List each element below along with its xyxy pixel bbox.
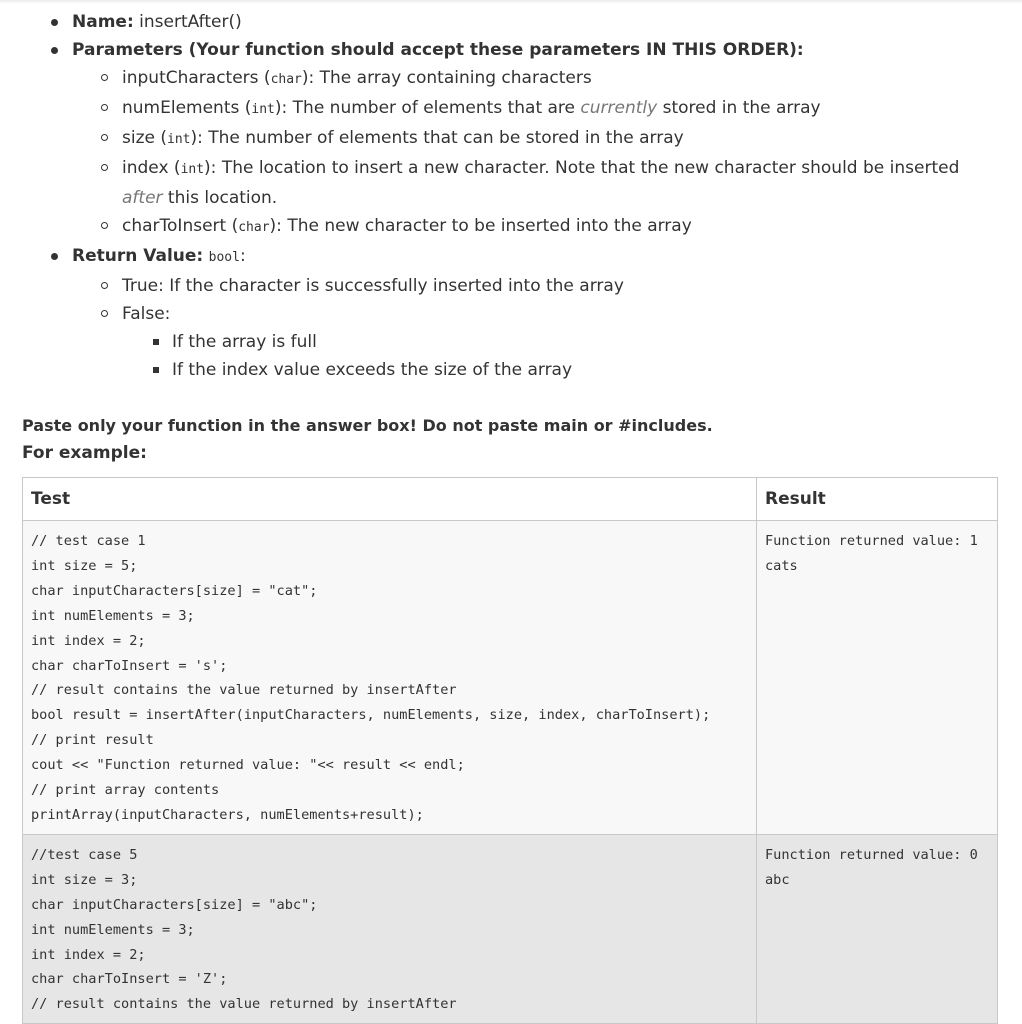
param-type: int	[167, 132, 191, 147]
code-line: int index = 2;	[31, 946, 146, 963]
spec-name	[0, 8, 1022, 36]
param-name: charToInsert	[122, 216, 227, 236]
param-type: int	[180, 162, 205, 177]
bullet-circle-icon	[101, 134, 108, 141]
code-line: // test case 1	[31, 533, 146, 549]
param-item: inputCharacters (char): The array containing characters	[0, 64, 1022, 94]
param-name: size	[122, 128, 155, 148]
bullet-circle-icon	[101, 222, 108, 229]
result-line: abc	[765, 871, 790, 888]
return-false-text: False:	[122, 304, 171, 324]
code-line: printArray(inputCharacters, numElements+result);	[31, 806, 424, 823]
param-desc-emphasis: after	[122, 188, 163, 208]
return-true-text: True: If the character is successfully inserted into the array	[122, 276, 624, 296]
code-line: int index = 2;	[31, 632, 146, 649]
test-cell	[23, 834, 757, 1023]
code-line: int numElements = 3;	[31, 607, 195, 624]
param-desc-emphasis: currently	[580, 98, 658, 118]
code-line: char charToInsert = 's';	[31, 657, 228, 674]
code-line: char inputCharacters[size] = "cat";	[31, 582, 318, 599]
param-item: numElements (int): The number of elements that are currently stored in the array	[0, 94, 1022, 124]
result-line: Function returned value: 0	[765, 846, 978, 863]
param-type: int	[251, 102, 275, 117]
param-type: char	[270, 72, 302, 87]
spec-list	[0, 8, 1022, 384]
code-line: // result contains the value returned by insertAfter	[31, 996, 457, 1013]
code-line: int size = 5;	[31, 557, 138, 574]
table-row	[23, 521, 998, 835]
return-type: bool	[208, 250, 240, 265]
param-item: index (int): The location to insert a new character. Note that the new character should be inserted after this location.	[0, 154, 1022, 212]
param-item: size (int): The number of elements that can be stored in the array	[0, 124, 1022, 154]
top-shadow	[0, 0, 1022, 4]
paste-note: Paste only your function in the answer box! Do not paste main or #includes.	[22, 416, 713, 435]
name-value: insertAfter()	[139, 12, 242, 32]
result-cell	[757, 521, 998, 835]
code-line: char inputCharacters[size] = "abc";	[31, 896, 318, 913]
code-line: // print array contents	[31, 782, 220, 799]
param-desc: The number of elements that are	[292, 98, 581, 118]
param-desc: The array containing characters	[319, 68, 592, 88]
spec-return: Return Value: bool:	[0, 242, 1022, 272]
return-label: Return Value:	[72, 246, 204, 266]
examples-table	[22, 477, 998, 1024]
param-desc: The new character to be inserted into the array	[287, 216, 692, 236]
code-line: // result contains the value returned by insertAfter	[31, 682, 457, 699]
false-case	[0, 356, 1022, 384]
param-item: charToInsert (char): The new character to be inserted into the array	[0, 212, 1022, 242]
false-case	[0, 328, 1022, 356]
code-line: int numElements = 3;	[31, 921, 195, 938]
table-header-row	[23, 478, 998, 521]
bullet-disc-icon	[51, 47, 58, 54]
result-line: cats	[765, 557, 798, 574]
result-line: Function returned value: 1	[765, 533, 978, 549]
bullet-disc-icon	[51, 253, 58, 260]
return-true	[0, 272, 1022, 300]
bullet-circle-icon	[101, 164, 108, 171]
test-cell	[23, 521, 757, 835]
return-false	[0, 300, 1022, 328]
param-name: numElements	[122, 98, 240, 118]
param-desc: stored in the array	[657, 98, 821, 118]
code-line: char charToInsert = 'Z';	[31, 971, 228, 988]
bullet-square-icon	[153, 339, 159, 345]
column-header-result: Result	[757, 478, 998, 521]
false-case-text: If the index value exceeds the size of the array	[172, 360, 573, 380]
bullet-circle-icon	[101, 310, 108, 317]
name-label: Name:	[72, 12, 134, 32]
table-row	[23, 834, 998, 1023]
param-type: char	[238, 220, 270, 235]
parameters-label: Parameters (Your function should accept these parameters IN THIS ORDER):	[72, 40, 804, 60]
spec-parameters	[0, 36, 1022, 64]
param-desc: The location to insert a new character. Note that the new character should be inserted	[221, 158, 960, 178]
param-desc: this location.	[162, 188, 278, 208]
column-header-test: Test	[23, 478, 757, 521]
bullet-circle-icon	[101, 74, 108, 81]
code-line: cout << "Function returned value: "<< result << endl;	[31, 757, 465, 774]
bullet-disc-icon	[51, 19, 58, 26]
bullet-square-icon	[153, 367, 159, 373]
param-desc: The number of elements that can be stored in the array	[208, 128, 684, 148]
param-name: inputCharacters	[122, 68, 259, 88]
example-label: For example:	[22, 443, 147, 463]
bullet-circle-icon	[101, 104, 108, 111]
param-name: index	[122, 158, 169, 178]
bullet-circle-icon	[101, 282, 108, 289]
code-line: // print result	[31, 732, 154, 749]
code-line: int size = 3;	[31, 871, 138, 888]
false-case-text: If the array is full	[172, 332, 317, 352]
code-line: //test case 5	[31, 846, 138, 863]
code-line: bool result = insertAfter(inputCharacters, numElements, size, index, charToInsert);	[31, 707, 711, 724]
result-cell	[757, 834, 998, 1023]
